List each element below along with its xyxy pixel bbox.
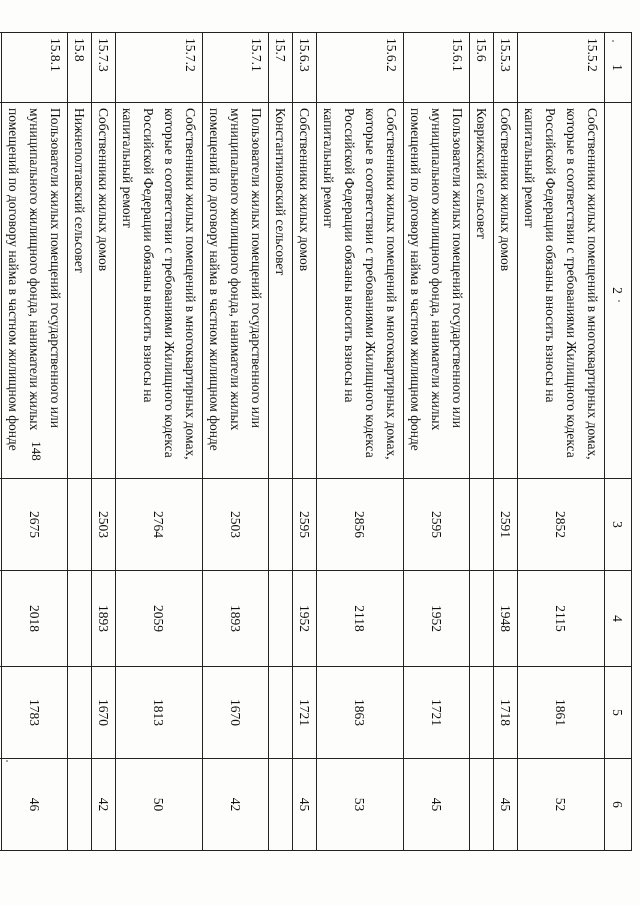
value-col-4: 1893	[203, 571, 269, 667]
row-description: Коврижский сельсовет	[470, 103, 494, 479]
row-code: 15.6.1	[404, 33, 470, 103]
value-col-4	[0, 571, 2, 667]
row-description: Собственники жилых домов	[92, 103, 116, 479]
value-col-6	[269, 759, 293, 851]
table-row	[293, 33, 317, 851]
row-description: Пользователи жилых помещений государственного или муниципального жилищного фонда, наниматели жилых помещений по договору найма в частном жилищном фонде	[404, 103, 470, 479]
value-col-3: 2764	[116, 479, 203, 571]
table-row	[0, 33, 2, 851]
value-col-6: 45	[494, 759, 518, 851]
table-row	[404, 33, 470, 851]
value-col-6: 42	[92, 759, 116, 851]
table-row	[317, 33, 404, 851]
value-col-4: 2059	[116, 571, 203, 667]
row-code: 15.8	[68, 33, 92, 103]
header-cell-6: 6	[605, 759, 632, 851]
value-col-5: 1861	[518, 667, 605, 759]
value-col-5: 1863	[317, 667, 404, 759]
row-description: Собственники жилых помещений в многоквартирных домах, которые в соответствии с требованиями Жилищного кодекса Российской Федерации обязаны вносить взносы на капитальный ремонт	[518, 103, 605, 479]
value-col-6	[68, 759, 92, 851]
value-col-6: 50	[116, 759, 203, 851]
value-col-3	[68, 479, 92, 571]
row-code: 15.6.2	[317, 33, 404, 103]
row-description	[0, 103, 2, 479]
row-code: 15.8.1	[2, 33, 68, 103]
table-row	[2, 33, 68, 851]
row-code: 15.7	[269, 33, 293, 103]
value-col-4	[470, 571, 494, 667]
row-description: Собственники жилых помещений в многоквартирных домах, которые в соответствии с требованиями Жилищного кодекса Российской Федерации обязаны вносить взносы на капитальный ремонт	[116, 103, 203, 479]
row-code: 15.7.3	[92, 33, 116, 103]
value-col-4	[68, 571, 92, 667]
value-col-3	[470, 479, 494, 571]
value-col-6: 45	[404, 759, 470, 851]
row-description: Собственники жилых помещений в многоквартирных домах, которые в соответствии с требованиями Жилищного кодекса Российской Федерации обязаны вносить взносы на капитальный ремонт	[317, 103, 404, 479]
value-col-4: 2118	[317, 571, 404, 667]
header-cell-3: 3	[605, 479, 632, 571]
value-col-5: 1721	[404, 667, 470, 759]
table-row	[92, 33, 116, 851]
row-code: 15.7.1	[203, 33, 269, 103]
value-col-3: 2503	[92, 479, 116, 571]
row-description: Собственники жилых домов	[293, 103, 317, 479]
row-description: Пользователи жилых помещений государственного или муниципального жилищного фонда, наниматели жилых помещений по договору найма в частном жилищном фонде	[203, 103, 269, 479]
value-col-3	[269, 479, 293, 571]
scan-speck	[6, 760, 8, 762]
value-col-6	[470, 759, 494, 851]
row-code: 15.5.3	[494, 33, 518, 103]
row-code: 15.6.3	[293, 33, 317, 103]
value-col-4: 1952	[404, 571, 470, 667]
value-col-3	[0, 479, 2, 571]
row-description: Константиновский сельсовет	[269, 103, 293, 479]
value-col-5: 1670	[203, 667, 269, 759]
value-col-3: 2675	[2, 479, 68, 571]
page-number: 148	[28, 441, 44, 461]
value-col-4: 1948	[494, 571, 518, 667]
table-row	[203, 33, 269, 851]
value-col-5: 1813	[116, 667, 203, 759]
value-col-6: 42	[203, 759, 269, 851]
value-col-5	[470, 667, 494, 759]
header-cell-2: 2	[605, 103, 632, 479]
header-cell-5: 5	[605, 667, 632, 759]
value-col-3: 2852	[518, 479, 605, 571]
value-col-5	[68, 667, 92, 759]
row-code: 15.7.2	[116, 33, 203, 103]
header-row	[605, 33, 632, 851]
table-row	[269, 33, 293, 851]
row-description: Собственники жилых домов	[494, 103, 518, 479]
value-col-3: 2503	[203, 479, 269, 571]
table-row	[494, 33, 518, 851]
value-col-6: 52	[518, 759, 605, 851]
value-col-5: 1670	[92, 667, 116, 759]
value-col-6: 45	[293, 759, 317, 851]
value-col-5	[0, 667, 2, 759]
header-cell-1: 1	[605, 33, 632, 103]
header-cell-4: 4	[605, 571, 632, 667]
value-col-4: 2115	[518, 571, 605, 667]
table-row	[116, 33, 203, 851]
value-col-3: 2856	[317, 479, 404, 571]
value-col-5: 1718	[494, 667, 518, 759]
value-col-4: 1952	[293, 571, 317, 667]
row-code: 15.5.2	[518, 33, 605, 103]
row-description: Нижнеполтавский сельсовет	[68, 103, 92, 479]
table-row	[518, 33, 605, 851]
value-col-5: 1783	[2, 667, 68, 759]
scan-speck	[618, 300, 620, 302]
value-col-3: 2595	[293, 479, 317, 571]
row-code	[0, 33, 2, 103]
value-col-5: 1721	[293, 667, 317, 759]
table-body	[0, 33, 605, 851]
value-col-4	[269, 571, 293, 667]
scan-speck	[612, 40, 614, 42]
row-description: Пользователи жилых помещений государственного или муниципального жилищного фонда, наниматели жилых помещений по договору найма в частном жилищном фонде	[2, 103, 68, 479]
value-col-5	[269, 667, 293, 759]
value-col-4: 2018	[2, 571, 68, 667]
value-col-3: 2591	[494, 479, 518, 571]
value-col-6: 53	[317, 759, 404, 851]
value-col-6	[0, 759, 2, 851]
value-col-6: 46	[2, 759, 68, 851]
table-row	[470, 33, 494, 851]
row-code: 15.6	[470, 33, 494, 103]
table-row	[68, 33, 92, 851]
tariff-table	[0, 32, 632, 851]
value-col-4: 1893	[92, 571, 116, 667]
value-col-3: 2595	[404, 479, 470, 571]
